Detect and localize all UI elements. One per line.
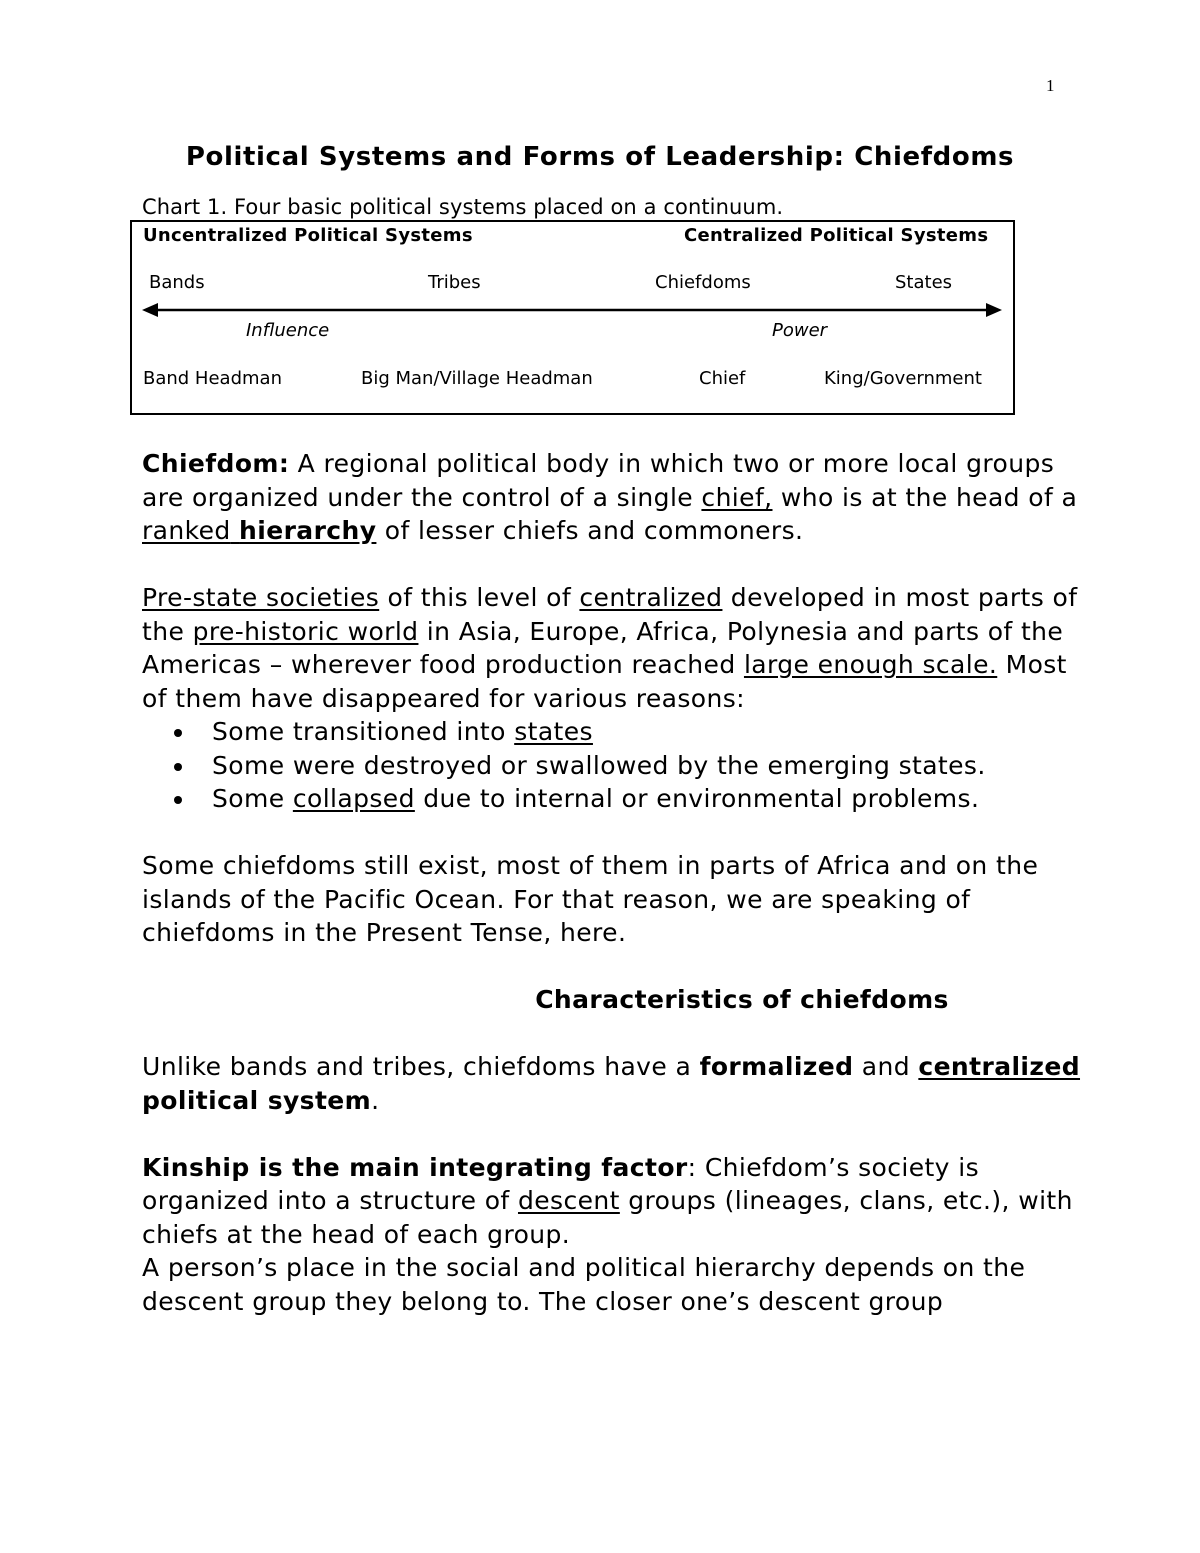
continuum-double-arrow (142, 300, 1002, 320)
term-chief: chief, (701, 482, 773, 512)
text-run: groups (lineages, clans, etc.), with chiefs at the head of each group. (142, 1186, 1073, 1249)
term-descent: descent (517, 1186, 620, 1215)
term-political-system: political system (142, 1085, 372, 1115)
list-item (172, 749, 1082, 783)
term-ranked: ranked (142, 516, 231, 545)
term-hierarchy: hierarchy (239, 516, 377, 545)
existing-chiefdoms-paragraph: Some chiefdoms still exist, most of them in parts of Africa and on the islands of the Pacific Ocean. For that reason, we are speaking of chiefdoms in the Present Tense, here. (142, 851, 1039, 947)
leader-chief: Chief (699, 368, 746, 389)
term-centralized-bold: centralized (918, 1052, 1081, 1081)
document-body (142, 447, 1082, 1318)
text-run: Most of them have disappeared for various reasons: (142, 650, 1067, 713)
section-heading: Characteristics of chiefdoms (535, 985, 949, 1014)
text-run: Some (212, 784, 293, 813)
text-run: Unlike bands and tribes, chiefdoms have a (142, 1052, 700, 1081)
uncentralized-heading: Uncentralized Political Systems (143, 225, 473, 246)
term-collapsed: collapsed (292, 784, 415, 813)
text-run: : Chiefdom’s society is organized into a structure of (142, 1152, 979, 1215)
text-run: and (853, 1052, 919, 1081)
text-run: developed in most parts of the (142, 583, 1078, 646)
centralized-heading: Centralized Political Systems (684, 225, 989, 246)
system-states: States (895, 272, 953, 293)
term-chiefdom: Chiefdom: (142, 449, 290, 478)
term-pre-state-societies: Pre-state societies (142, 583, 380, 612)
term-large-enough-scale: large enough scale. (743, 650, 998, 679)
leader-band-headman: Band Headman (143, 368, 282, 389)
text-run: Some were destroyed or swallowed by the emerging states. (212, 750, 986, 780)
leader-king-government: King/Government (824, 368, 982, 389)
text-run: who is at the head of a (772, 482, 1078, 512)
kinship-paragraph (142, 1151, 1082, 1252)
bullet-icon (174, 729, 182, 737)
page-number: 1 (1046, 76, 1055, 95)
text-run: of this level of (379, 583, 580, 612)
text-run: in Asia, Europe, Africa, Polynesia and parts of the Americas – wherever food production reached (142, 616, 1064, 679)
term-kinship: Kinship is the main integrating factor (142, 1152, 688, 1182)
chiefdom-definition (142, 447, 1082, 548)
reasons-list (142, 715, 1082, 816)
bullet-icon (174, 796, 182, 804)
bullet-icon (174, 763, 182, 771)
system-bands: Bands (149, 272, 205, 293)
text-run: due to internal or environmental problems. (414, 784, 980, 813)
text-run: of lesser chiefs and commoners. (376, 516, 804, 545)
term-formalized: formalized (699, 1052, 854, 1081)
text-run: Some transitioned into (212, 717, 515, 746)
axis-label-power: Power (772, 320, 828, 341)
axis-label-influence: Influence (246, 320, 330, 341)
list-item (172, 715, 1082, 749)
prestate-paragraph (142, 581, 1082, 715)
term-centralized: centralized (579, 583, 723, 612)
term-states: states (514, 717, 593, 746)
text-run: A regional political body in which two or more local groups are organized under the control of a single (142, 449, 1055, 512)
person-place-paragraph: A person’s place in the social and political hierarchy depends on the descent group they belong to. The closer one’s descent group (142, 1253, 1026, 1316)
continuum-chart (130, 220, 1015, 415)
text-run: . (371, 1085, 380, 1115)
leader-big-man: Big Man/Village Headman (361, 368, 593, 389)
text-run (231, 516, 239, 545)
system-chiefdoms: Chiefdoms (655, 272, 751, 293)
page-title: Political Systems and Forms of Leadership: Chiefdoms (185, 142, 1015, 172)
formalized-paragraph (142, 1050, 1082, 1117)
list-item (172, 782, 1082, 816)
system-tribes: Tribes (428, 272, 481, 293)
term-pre-historic-world: pre-historic world (192, 616, 419, 646)
chart-caption: Chart 1. Four basic political systems placed on a continuum. (142, 195, 784, 219)
